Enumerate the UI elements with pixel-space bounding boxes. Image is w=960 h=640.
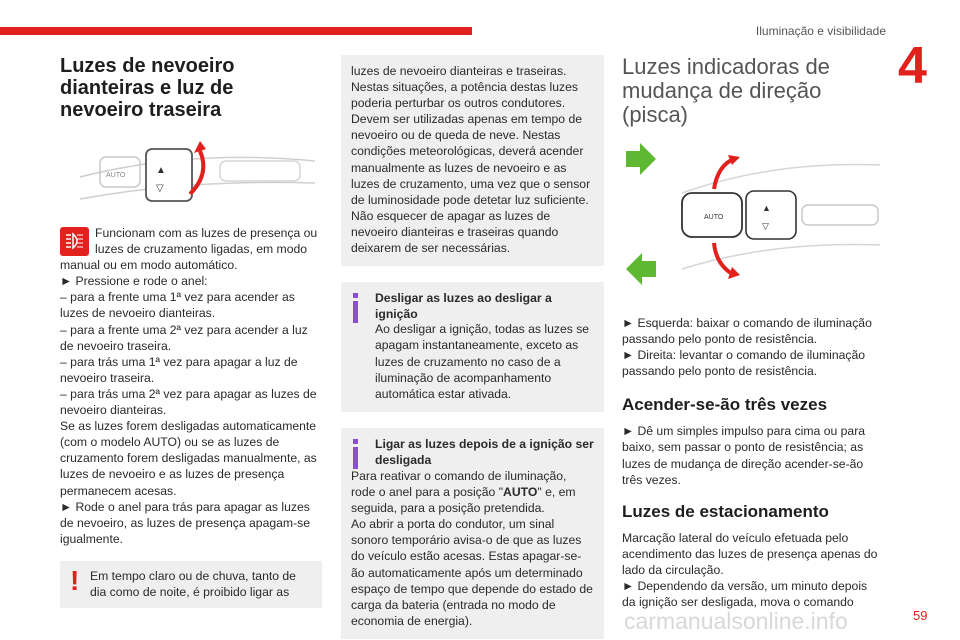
fog-line-1: ► Pressione e rode o anel:: [60, 274, 208, 289]
warning-continued-text: luzes de nevoeiro dianteiras e traseiras. Nestas situações, a potência destas luzes poderia perturbar os outros condutores. Devem ser utilizadas apenas em tempo de nevoeiro ou de queda de neve. Nestas condições meteorológicas, deverá acender manualmente as luzes de nevoeiro e as luzes de cruzamento, uma vez que o sensor de luminosidade pode detetar luz suficiente. Não esquecer de apagar as luzes de nevoeiro dianteiras e traseiras quando deixarem de ser necessárias.: [351, 64, 591, 256]
three-flashes-text: ► Dê um simples impulso para cima ou para baixo, sem passar o ponto de resistência; as luzes de mudança de direção acender-se-ão três vezes.: [622, 424, 866, 487]
turn-line-2: ► Direita: levantar o comando de iluminação passando pelo ponto de resistência.: [622, 348, 866, 379]
info2-title: Ligar as luzes depois de a ignição ser desligada: [375, 436, 594, 467]
fog-line-3: – para a frente uma 2ª vez para acender a luz de nevoeiro traseira.: [60, 322, 308, 353]
info-icon: [351, 439, 361, 469]
fog-light-stalk-illustration: [60, 139, 322, 211]
warning-box: [60, 561, 322, 608]
info-box-ignition-off: [341, 282, 604, 412]
auto-label: AUTO: [704, 214, 724, 221]
info1-body: Ao desligar a ignição, todas as luzes se apagam instantaneamente, exceto as luzes de cruzamento no caso de a iluminação de acompanhamento automática estar ativada.: [375, 322, 590, 401]
fog-lights-intro: Funcionam com as luzes de presença ou luzes de cruzamento ligadas, em modo manual ou em modo automático.: [60, 226, 318, 273]
page-number: 59: [913, 608, 928, 623]
column-fog-lights: [60, 55, 322, 608]
auto-label: AUTO: [106, 172, 126, 179]
fog-line-5: – para trás uma 2ª vez para apagar as luzes de nevoeiro dianteiras.: [60, 386, 317, 418]
column-turn-signals: [622, 55, 884, 610]
fog-light-icon: [60, 227, 89, 256]
svg-text:▲: ▲: [762, 203, 771, 213]
three-flashes-heading: Acender-se-ão três vezes: [622, 395, 828, 415]
column-notes: [341, 55, 604, 639]
fog-line-4: – para trás uma 1ª vez para apagar a luz de nevoeiro traseira.: [60, 354, 298, 385]
info2-body: Para reativar o comando de iluminação, rode o anel para a posição "AUTO" e, em seguida, para a posição pretendida.: [351, 468, 576, 516]
section-title: Iluminação e visibilidade: [755, 24, 886, 38]
turn-line-1: ► Esquerda: baixar o comando de iluminação passando pelo ponto de resistência.: [622, 316, 872, 347]
warning-continued-box: [341, 55, 604, 266]
svg-text:▽: ▽: [156, 183, 164, 194]
info-box-lights-after-ignition: [341, 428, 604, 639]
parking-lights-text-2: ► Dependendo da versão, um minuto depois da ignição ser desligada, mova o comando: [622, 579, 868, 610]
info2-body-rest: Ao abrir a porta do condutor, um sinal sonoro temporário avisa-o de que as luzes do veículo estão acesas. Estas apagar-se-ão automaticamente após um determinado espaço de tempo que depende do estado de carga da bateria (entrada no modo de economia de energia).: [351, 517, 593, 628]
right-arrow-icon: [626, 143, 656, 175]
turn-signals-title: Luzes indicadoras de mudança de direção (pisca): [622, 54, 830, 127]
info1-title: Desligar as luzes ao desligar a ignição: [375, 291, 552, 322]
fog-line-6: Se as luzes forem desligadas automaticamente (com o modelo AUTO) ou se as luzes de cruzamento forem desligadas manualmente, as luzes de nevoeiro e as luzes de presença permanecem acesas.: [60, 419, 317, 498]
fog-lights-title: Luzes de nevoeiro dianteiras e luz de nevoeiro traseira: [60, 55, 235, 121]
left-arrow-icon: [626, 253, 656, 285]
parking-lights-heading: Luzes de estacionamento: [622, 501, 829, 521]
fog-line-2: – para a frente uma 1ª vez para acender as luzes de nevoeiro dianteiras.: [60, 290, 295, 321]
turn-signal-stalk-illustration: [622, 141, 884, 303]
watermark: carmanualsonline.info: [624, 608, 848, 634]
warning-text: Em tempo claro ou de chuva, tanto de dia como de noite, é proibido ligar as: [90, 568, 296, 599]
chapter-number: 4: [898, 37, 927, 95]
info-icon: [351, 293, 361, 323]
fog-line-7: ► Rode o anel para trás para apagar as luzes de nevoeiro, as luzes de presença apagam-se igualmente.: [60, 499, 310, 546]
svg-text:▲: ▲: [156, 165, 166, 176]
parking-lights-text-1: Marcação lateral do veículo efetuada pelo acendimento das luzes de presença apenas do lado da circulação.: [622, 530, 878, 577]
warning-icon: !: [70, 564, 80, 596]
top-accent-bar: [0, 27, 472, 35]
svg-text:▽: ▽: [762, 221, 769, 231]
